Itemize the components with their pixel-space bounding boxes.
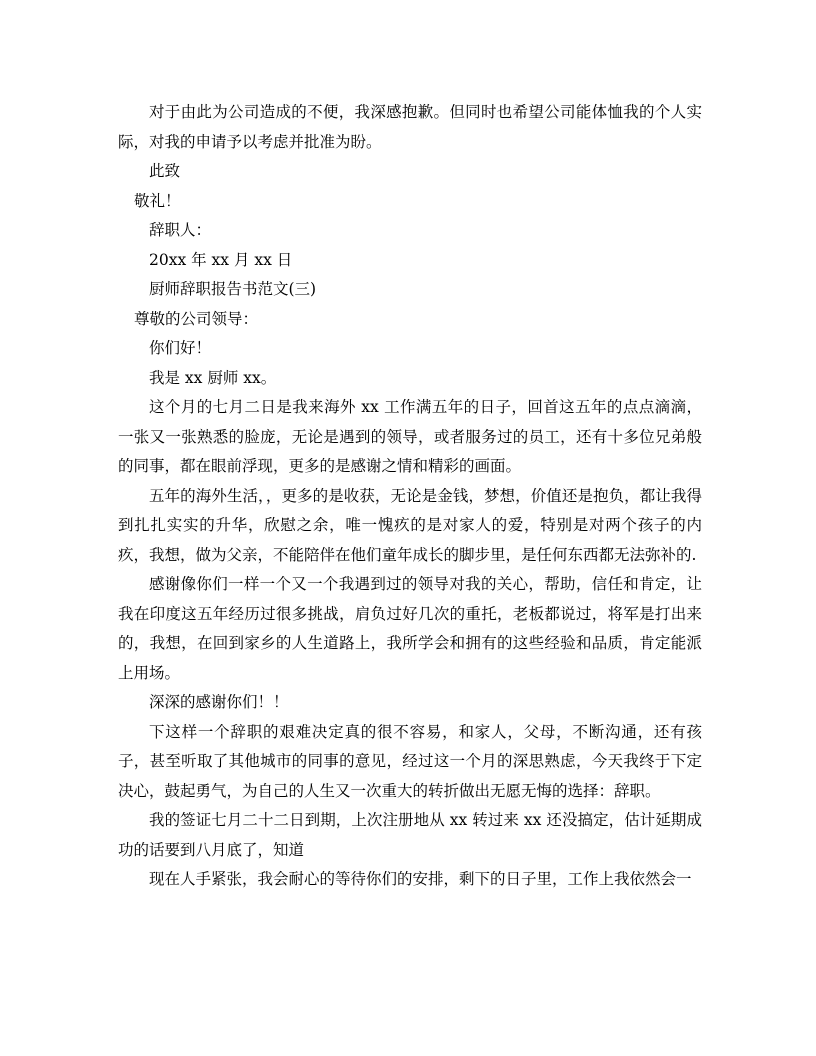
paragraph-decision: 下这样一个辞职的艰难决定真的很不容易，和家人，父母，不断沟通，还有孩子，甚至听取了其他城市的同事的意见，经过这一个月的深思熟虑，今天我终于下定决心，鼓起勇气，为自己的人生又一次重大的转折做出无愿无悔的选择：辞职。 — [118, 722, 702, 800]
paragraph-deep-thanks: 深深的感谢你们！！ — [149, 693, 289, 711]
paragraph-five-years: 这个月的七月二日是我来海外 xx 工作满五年的日子，回首这五年的点点滴滴，一张又一张熟悉的脸庞，无论是遇到的领导，或者服务过的员工，还有十多位兄弟般的同事，都在眼前浮现，更多的是感谢之情和精彩的画面。 — [118, 398, 702, 475]
paragraph-visa: 我的签证七月二十二日到期，上次注册地从 xx 转过来 xx 还没搞定，估计延期成功的话要到八月底了，知道 — [118, 811, 702, 859]
paragraph-overseas-life: 五年的海外生活，，更多的是收获，无论是金钱，梦想，价值还是抱负，都让我得到扎扎实实的升华，欣慰之余，唯一愧疚的是对家人的爱，特别是对两个孩子的内疚，我想，做为父亲，不能陪伴在他们童年成长的脚步里，是任何东西都无法弥补的. — [118, 486, 702, 564]
document-body — [118, 98, 702, 895]
paragraph-apology: 对于由此为公司造成的不便，我深感抱歉。但同时也希望公司能体恤我的个人实际，对我的申请予以考虑并批准为盼。 — [118, 103, 702, 151]
paragraph-staffing: 现在人手紧张，我会耐心的等待你们的安排，剩下的日子里，工作上我依然会一 — [149, 870, 692, 888]
paragraph-signer-label: 辞职人： — [149, 221, 212, 239]
paragraph-salutation-jingli: 敬礼！ — [134, 191, 181, 210]
paragraph-thanks-leaders: 感谢像你们一样一个又一个我遇到过的领导对我的关心，帮助，信任和肯定，让我在印度这五年经历过很多挑战，肩负过好几次的重托，老板都说过，将军是打出来的，我想，在回到家乡的人生道路上，我所学会和拥有的这些经验和品质，肯定能派上用场。 — [118, 575, 702, 682]
paragraph-date: 20xx 年 xx 月 xx 日 — [149, 250, 293, 269]
section-title: 厨师辞职报告书范文(三) — [149, 280, 317, 298]
paragraph-hello: 你们好！ — [149, 339, 212, 357]
paragraph-salutation-cizhi: 此致 — [149, 162, 181, 180]
paragraph-intro: 我是 xx 厨师 xx。 — [149, 368, 277, 387]
paragraph-greeting-leaders: 尊敬的公司领导： — [134, 309, 259, 328]
